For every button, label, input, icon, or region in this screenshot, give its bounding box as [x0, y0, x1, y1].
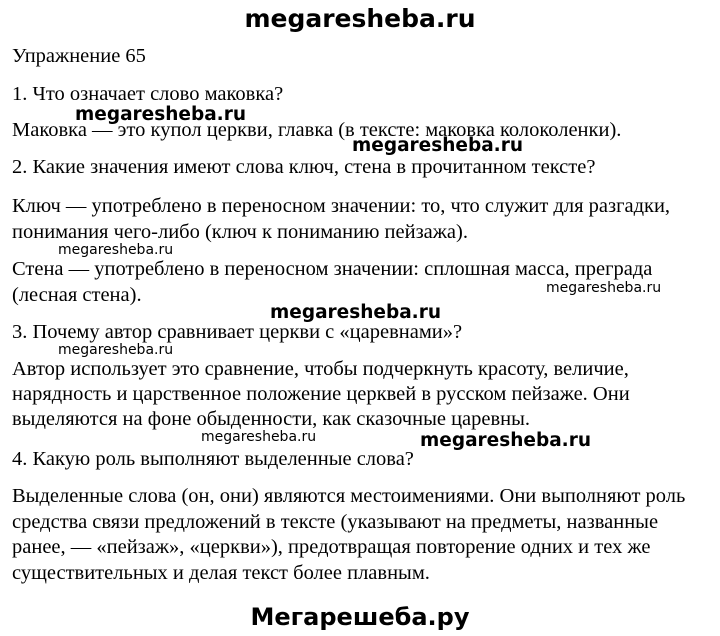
answer-2-line-3: Стена — употреблено в переносном значении: сплошная масса, преграда [12, 258, 653, 280]
watermark-small: megaresheba.ru [58, 242, 174, 258]
answer-2-line-4: (лесная стена). [12, 284, 142, 306]
exercise-title: Упражнение 65 [12, 45, 146, 67]
watermark-large: megaresheba.ru [270, 302, 441, 323]
answer-2-line-1: Ключ — употреблено в переносном значении: то, что служит для разгадки, [12, 195, 671, 217]
answer-4-line-1: Выделенные слова (он, они) являются местоимениями. Они выполняют роль [12, 485, 686, 507]
answer-1: Маковка — это купол церкви, главка (в тексте: маковка колоколенки). [12, 119, 622, 141]
answer-4-line-3: ранее, — «пейзаж», «церкви»), предотвращая повторение одних и тех же [12, 536, 651, 558]
site-footer-brand: Мегарешеба.ру [250, 603, 470, 631]
question-1: 1. Что означает слово маковка? [12, 83, 284, 105]
answer-2-line-2: понимания чего-либо (ключ к пониманию пейзажа). [12, 221, 468, 243]
watermark-large: megaresheba.ru [420, 430, 591, 451]
answer-3-line-1: Автор использует это сравнение, чтобы подчеркнуть красоту, величие, [12, 358, 629, 380]
question-2: 2. Какие значения имеют слова ключ, стена в прочитанном тексте? [12, 156, 596, 178]
question-4: 4. Какую роль выполняют выделенные слова? [12, 448, 414, 470]
answer-4-line-2: средства связи предложений в тексте (указывают на предметы, названные [12, 511, 659, 533]
watermark-small: megaresheba.ru [201, 429, 317, 445]
answer-3-line-3: выделяются на фоне обыденности, как сказочные царевны. [12, 408, 531, 430]
watermark-small: megaresheba.ru [58, 342, 174, 358]
answer-3-line-2: нарядность и царственное положение церквей в русском пейзаже. Они [12, 383, 630, 405]
question-3: 3. Почему автор сравнивает церкви с «царевнами»? [12, 321, 463, 343]
watermark-large: megaresheba.ru [352, 135, 523, 156]
watermark-small: megaresheba.ru [546, 280, 662, 296]
watermark-large: megaresheba.ru [75, 104, 246, 125]
answer-4-line-4: существительных и делая текст более плавным. [12, 562, 430, 584]
site-header-watermark: megaresheba.ru [244, 4, 476, 33]
